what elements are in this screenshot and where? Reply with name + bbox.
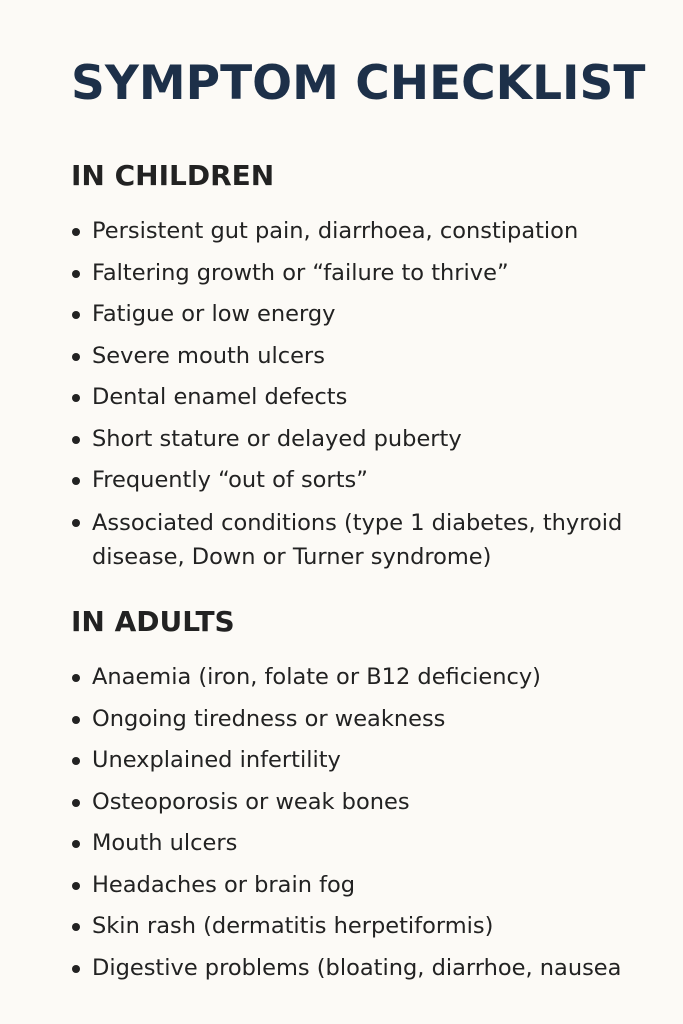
bullet-icon: [72, 353, 80, 361]
bullet-icon: [72, 757, 80, 765]
list-item-text: Persistent gut pain, diarrhoea, constipation: [92, 218, 579, 244]
bullet-icon: [72, 882, 80, 890]
adults-symptom-list: [71, 657, 671, 989]
bullet-icon: [72, 477, 80, 485]
list-item-text: Anaemia (iron, folate or B12 deficiency): [92, 664, 541, 690]
bullet-icon: [72, 270, 80, 278]
list-item: [71, 502, 632, 574]
bullet-icon: [72, 394, 80, 402]
list-item-text: Faltering growth or “failure to thrive”: [92, 259, 509, 286]
bullet-icon: [72, 840, 80, 848]
list-item: [71, 253, 671, 295]
bullet-icon: [72, 519, 80, 527]
list-item: [71, 294, 671, 336]
list-item: [71, 377, 671, 419]
list-item: [71, 823, 671, 865]
list-item: [71, 948, 671, 990]
list-item: [71, 657, 671, 699]
bullet-icon: [72, 799, 80, 807]
list-item: [71, 699, 671, 741]
list-item-text: Associated conditions (type 1 diabetes, thyroid disease, Down or Turner syndrome): [92, 509, 623, 570]
bullet-icon: [72, 311, 80, 319]
page-title: SYMPTOM CHECKLIST: [71, 56, 646, 111]
list-item-text: Digestive problems (bloating, diarrhoe, nausea: [92, 954, 622, 981]
list-item: [71, 865, 671, 907]
list-item-text: Unexplained infertility: [92, 747, 341, 773]
bullet-icon: [72, 965, 80, 973]
list-item-text: Osteoporosis or weak bones: [92, 788, 410, 815]
list-item-text: Fatigue or low energy: [92, 301, 336, 327]
list-item: [71, 460, 671, 502]
list-item: [71, 782, 671, 824]
list-item-text: Ongoing tiredness or weakness: [92, 705, 446, 732]
list-item-text: Severe mouth ulcers: [92, 342, 325, 369]
list-item: [71, 336, 671, 378]
list-item-text: Short stature or delayed puberty: [92, 425, 462, 452]
list-item: [71, 419, 671, 461]
list-item: [71, 906, 671, 948]
bullet-icon: [72, 923, 80, 931]
list-item-text: Skin rash (dermatitis herpetiformis): [92, 913, 494, 939]
list-item: [71, 740, 671, 782]
bullet-icon: [72, 228, 80, 236]
list-item-text: Headaches or brain fog: [92, 871, 356, 898]
bullet-icon: [72, 436, 80, 444]
section-heading-adults: IN ADULTS: [71, 605, 235, 638]
list-item-text: Frequently “out of sorts”: [92, 467, 368, 493]
bullet-icon: [72, 716, 80, 724]
list-item-text: Dental enamel defects: [92, 384, 348, 410]
section-heading-children: IN CHILDREN: [71, 159, 275, 192]
bullet-icon: [72, 674, 80, 682]
children-symptom-list: [71, 211, 671, 574]
list-item: [71, 211, 671, 253]
list-item-text: Mouth ulcers: [92, 830, 238, 856]
